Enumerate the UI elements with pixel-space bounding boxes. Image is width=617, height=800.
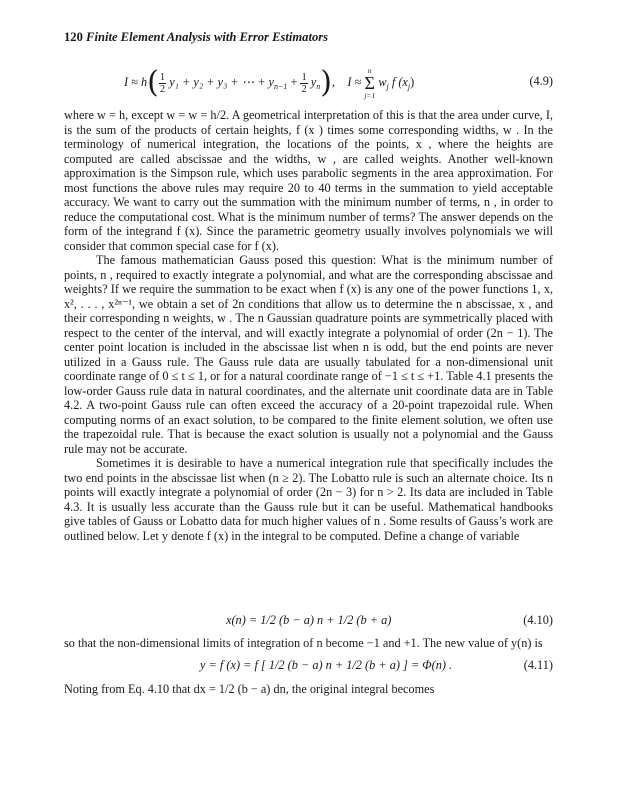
p3-line-7: denote f (x) in the integral to be computed. Define a change of variable (171, 528, 520, 543)
eq49-open-paren: ( (147, 65, 159, 100)
eq49-close-paren: ) (320, 65, 332, 100)
eq49-plus: + (290, 74, 298, 89)
p4-line-1: so that the non-dimensional limits of integration of n become −1 and +1. The new (64, 636, 466, 650)
equation-number-4-10: (4.10) (523, 613, 553, 627)
paragraph-4-text (64, 636, 553, 651)
eq49-rhs-lhs: I ≈ (347, 74, 362, 89)
p2-line-8: The center point location is included in the abscissae list when n is odd, but the end (64, 325, 553, 354)
p2-line-13: exceed the accuracy of a 20-point trapezoidal rule. When computing norms of an exact (64, 398, 553, 427)
equation-4-10: x(n) = 1/2 (b − a) n + 1/2 (b + a) (226, 613, 392, 627)
p3-line-5: rule but it can be useful. Mathematical handbooks give tables of Gauss or Lobatto data (64, 499, 553, 528)
p2-line-10: non-dimensional unit coordinate range of 0 ≤ t ≤ 1, or for a natural coordinate range of (64, 354, 553, 383)
paragraph-5-text (64, 682, 553, 697)
p3-line-1: Sometimes it is desirable to have a numerical integration rule that specifically (96, 456, 489, 470)
p3-line-3: an alternate choice. Its n points will exactly integrate a polynomial of order (2n − 3) (64, 470, 553, 499)
p5-line-1: Noting from Eq. 4.10 that dx = 1/2 (b − a) dn, the original integral becomes (64, 682, 435, 696)
paragraph-1 (64, 108, 553, 543)
book-title: Finite Element Analysis with Error Estimators (86, 30, 329, 44)
p2-line-14: solution, to be compared to the finite element solution, we often use the trapezoidal rule. (64, 412, 553, 441)
running-header (64, 30, 328, 45)
p2-line-7: to the center of the interval, and will exactly integrate a polynomial of order (2n − 1). (102, 325, 531, 340)
p2-line-11: −1 ≤ t ≤ +1. Table 4.1 presents the low-order Gauss rule data in natural coordinates, and (64, 369, 553, 398)
p1-line-3: corresponding widths, w . In the terminology of numerical integration, the locations of (64, 122, 553, 151)
p1-line-5: are called weights. Another well-known approximation is the Simpson rule, which uses (64, 151, 553, 180)
p1-line-10: form of the integrand f (x). Since the parametric geometry usually involves polynomials (64, 224, 511, 238)
eq49-rhs-term: w (378, 74, 387, 89)
p3-line-6: for much higher values of n . Some results of Gauss’s work are outlined below. Let y (64, 514, 553, 543)
p2-line-16: be accurate. (128, 441, 188, 456)
eq49-yn-sub: n (316, 81, 321, 91)
p4-line-2: value of y(n) is (468, 636, 543, 650)
p1-line-4: the points, x , where the heights are computed are called abscissae and the widths, w , (64, 137, 554, 166)
eq49-rhs-close: ) (410, 74, 415, 89)
equation-number-4-9: (4.9) (529, 74, 553, 88)
eq49-rhs-sub: j (386, 81, 389, 91)
eq49-half-2: $\frac{1}{2}$ (301, 71, 307, 95)
p2-line-9: points are never utilized in a Gauss rule. The Gauss rule data are usually tabulated for a (64, 340, 553, 369)
eq49-yn: y (310, 74, 317, 89)
p2-line-12: the alternate unit coordinate data are in Table 4.2. A two-point Gauss rule can often (64, 383, 554, 412)
p1-line-8: out the summation with the minimum number of terms, n , in order to reduce the (64, 195, 553, 224)
summation-symbol: n Σ j=1 (364, 66, 376, 100)
p2-line-3: corresponding abscissae and weights? If we require the summation to be exact when (64, 267, 553, 296)
p2-line-15: That is because the exact solution is usually not a polynomial and the Gauss rule may not (64, 427, 553, 456)
equation-number-4-11: (4.11) (523, 658, 553, 672)
paragraph-3-text (64, 456, 553, 543)
paragraph-4 (64, 636, 553, 651)
eq49-comma: , (331, 74, 336, 89)
equation-4-11: y = f (x) = f [ 1/2 (b − a) n + 1/2 (b + a) ] = Φ(n) . (200, 658, 453, 672)
p1-line-6: parabolic segments in the area approximation. For most functions the above rules may (64, 166, 554, 195)
p1-line-11: we will consider that common special case for f (x). (64, 224, 554, 253)
p2-line-4: f (x) is any one of the power functions 1, x, x², . . . , x²ⁿ⁻¹, we obtain a set of 2n (64, 282, 554, 311)
p2-line-2: number of points, n , required to exactly integrate a polynomial, and what are the (64, 253, 553, 282)
eq49-middle: y₁ + y₂ + y₃ + ⋯ + y (169, 74, 274, 89)
p1-line-2: under curve, I, is the sum of the products of certain heights, f (x ) times some (64, 108, 553, 137)
eq49-half-1: $\frac{1}{2}$ (159, 71, 166, 95)
p3-line-4: for n > 2. Its data are included in Table 4.3. It is usually less accurate than the Gauss (64, 485, 553, 514)
eq49-middle-sub: n−1 (273, 81, 288, 91)
p2-line-6: weights, w . The n Gaussian quadrature points are symmetrically placed with respect (64, 311, 554, 340)
equation-4-9 (64, 62, 553, 110)
paragraph-5 (64, 682, 553, 697)
p1-line-9: computational cost. What is the minimum number of terms? The answer depends on the (118, 209, 554, 224)
p3-line-2: includes the two end points in the abscissae list when (n ≥ 2). The Lobatto rule is such (64, 456, 553, 485)
p2-line-1: The famous mathematician Gauss posed this question: What is the minimum (96, 253, 495, 267)
paragraph-1-text (64, 108, 553, 253)
eq49-lhs: I ≈ h (124, 74, 148, 89)
p1-line-7: require 20 to 40 terms in the summation to yield acceptable accuracy. We want to carry (64, 180, 553, 209)
eq49-rhs-f: f (x (391, 74, 408, 89)
p1-line-1: where w = h, except w = w = h/2. A geometrical interpretation of this is that the area (64, 108, 479, 122)
eq49-rhs-f-sub: j (407, 81, 411, 91)
page-number: 120 (64, 30, 83, 44)
paragraph-2-text (64, 253, 553, 456)
p2-line-5: conditions that allow us to determine the n abscissae, x , and their corresponding n (64, 296, 553, 325)
